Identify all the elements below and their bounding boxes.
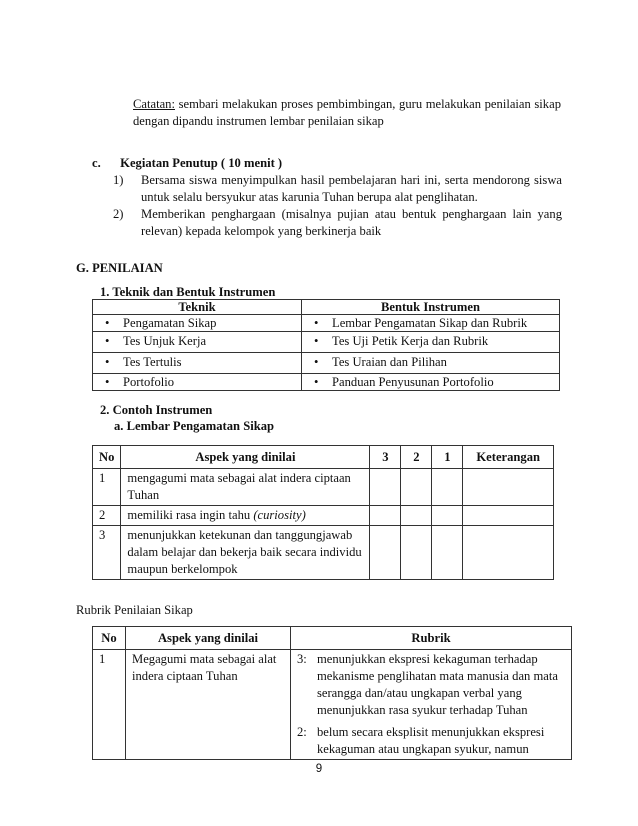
rubrik-title: Rubrik Penilaian Sikap: [76, 603, 193, 617]
table-header-bentuk: Bentuk Instrumen: [302, 300, 560, 315]
rubrik-item: [297, 724, 565, 758]
catatan-label: Catatan:: [133, 97, 175, 111]
aspek-text: mengagumi mata sebagai alat indera ciptaan Tuhan: [127, 471, 351, 502]
list-item-text: Memberikan penghargaan (misalnya pujian atau bentuk penghargaan lain yang relevan) kepada kelompok yang berkinerja baik: [141, 207, 562, 238]
table-header-score-2: 2: [401, 446, 432, 469]
list-item-number: 1): [113, 173, 124, 187]
sub2-heading: 2. Contoh Instrumen: [100, 403, 213, 417]
section-c-list: [92, 172, 562, 240]
table-header-row: [93, 627, 572, 650]
table-cell-empty: [432, 469, 463, 506]
rubrik-text: menunjukkan ekspresi kekaguman terhadap mekanisme penglihatan mata manusia dan mata serangga dan/atau ungkapan verbal yang menunjukkan rasa syukur terhadap Tuhan: [317, 652, 558, 717]
table-header-score-3: 3: [370, 446, 401, 469]
table-cell-rubrik: [291, 650, 572, 760]
aspek-text: memiliki rasa ingin tahu: [127, 508, 254, 522]
table-cell: [93, 332, 302, 353]
table-cell-empty: [370, 469, 401, 506]
bullet-text: • Panduan Penyusunan Portofolio: [308, 375, 494, 389]
sub1-heading: 1. Teknik dan Bentuk Instrumen: [100, 285, 276, 299]
table-row: [93, 315, 560, 332]
bullet-text: • Lembar Pengamatan Sikap dan Rubrik: [308, 316, 527, 330]
rubrik-score: 3:: [297, 652, 307, 666]
bullet-text: • Tes Unjuk Kerja: [99, 334, 206, 348]
table-row: [93, 506, 554, 526]
observation-table: [92, 445, 554, 580]
table-cell-empty: [370, 526, 401, 580]
table-cell-no: 2: [93, 506, 121, 526]
table-cell-empty: [401, 526, 432, 580]
table-cell: [93, 315, 302, 332]
bullet-text: • Tes Uraian dan Pilihan: [308, 355, 447, 369]
table-cell-aspek: [121, 469, 370, 506]
table-row: [93, 526, 554, 580]
catatan-text: sembari melakukan proses pembimbingan, guru melakukan penilaian sikap dengan dipandu instrumen lembar penilaian sikap: [133, 97, 561, 128]
table-header-teknik: Teknik: [93, 300, 302, 315]
list-item-number: 2): [113, 207, 124, 221]
table-header-keterangan: Keterangan: [463, 446, 554, 469]
table-cell-no: 1: [93, 469, 121, 506]
table-cell: [302, 315, 560, 332]
table-header-no: No: [93, 446, 121, 469]
section-c-title: Kegiatan Penutup ( 10 menit ): [120, 156, 283, 170]
list-item: [113, 172, 562, 206]
table-header-row: [93, 446, 554, 469]
table-cell-empty: [432, 526, 463, 580]
rubrik-score: 2:: [297, 725, 307, 739]
rubrik-item: [297, 651, 565, 719]
bullet-text: • Tes Tertulis: [99, 355, 182, 369]
section-c-heading: [92, 155, 562, 172]
table-cell-empty: [432, 506, 463, 526]
section-g-heading: G. PENILAIAN: [76, 261, 163, 275]
section-c-label: c.: [92, 156, 101, 170]
table-row: [93, 332, 560, 353]
table-cell-empty: [401, 469, 432, 506]
table-cell: [302, 332, 560, 353]
table-cell: [302, 374, 560, 391]
table-cell-empty: [370, 506, 401, 526]
table-header-score-1: 1: [432, 446, 463, 469]
table-header-no: No: [93, 627, 126, 650]
catatan-note: [133, 96, 561, 130]
table-header-row: [93, 300, 560, 315]
bullet-text: • Portofolio: [99, 375, 174, 389]
list-item-text: Bersama siswa menyimpulkan hasil pembelajaran hari ini, serta mendorong siswa untuk selalu bersyukur atas karunia Tuhan berupa alat penglihatan.: [141, 173, 562, 204]
bullet-text: • Tes Uji Petik Kerja dan Rubrik: [308, 334, 488, 348]
page-number: 9: [315, 763, 323, 775]
instrument-table: [92, 299, 560, 391]
aspek-italic-text: (curiosity): [253, 508, 306, 522]
table-cell-aspek: [121, 506, 370, 526]
table-header-aspek: Aspek yang dinilai: [126, 627, 291, 650]
aspek-text: menunjukkan ketekunan dan tanggungjawab dalam belajar dan bekerja baik secara individu maupun berkelompok: [127, 528, 362, 576]
table-header-rubrik: Rubrik: [291, 627, 572, 650]
table-cell-empty: [401, 506, 432, 526]
table-cell-empty: [463, 469, 554, 506]
table-cell-empty: [463, 526, 554, 580]
table-row: [93, 374, 560, 391]
section-c-kegiatan-penutup: [92, 155, 562, 240]
table-row: [93, 469, 554, 506]
list-item: [113, 206, 562, 240]
bullet-text: • Pengamatan Sikap: [99, 316, 216, 330]
table-row: [93, 353, 560, 374]
table-cell: [302, 353, 560, 374]
table-cell-no: 1: [93, 650, 126, 760]
table-header-aspek: Aspek yang dinilai: [121, 446, 370, 469]
table-cell-no: 3: [93, 526, 121, 580]
table-cell: [93, 374, 302, 391]
table-row: [93, 650, 572, 760]
table-cell: [93, 353, 302, 374]
rubrik-text: belum secara eksplisit menunjukkan ekspresi kekaguman atau ungkapan syukur, namun: [317, 725, 545, 756]
sub2a-heading: a. Lembar Pengamatan Sikap: [114, 419, 275, 433]
table-cell-aspek: [121, 526, 370, 580]
table-cell-empty: [463, 506, 554, 526]
table-cell-aspek: Megagumi mata sebagai alat indera ciptaan Tuhan: [126, 650, 291, 760]
rubric-table: [92, 626, 572, 760]
